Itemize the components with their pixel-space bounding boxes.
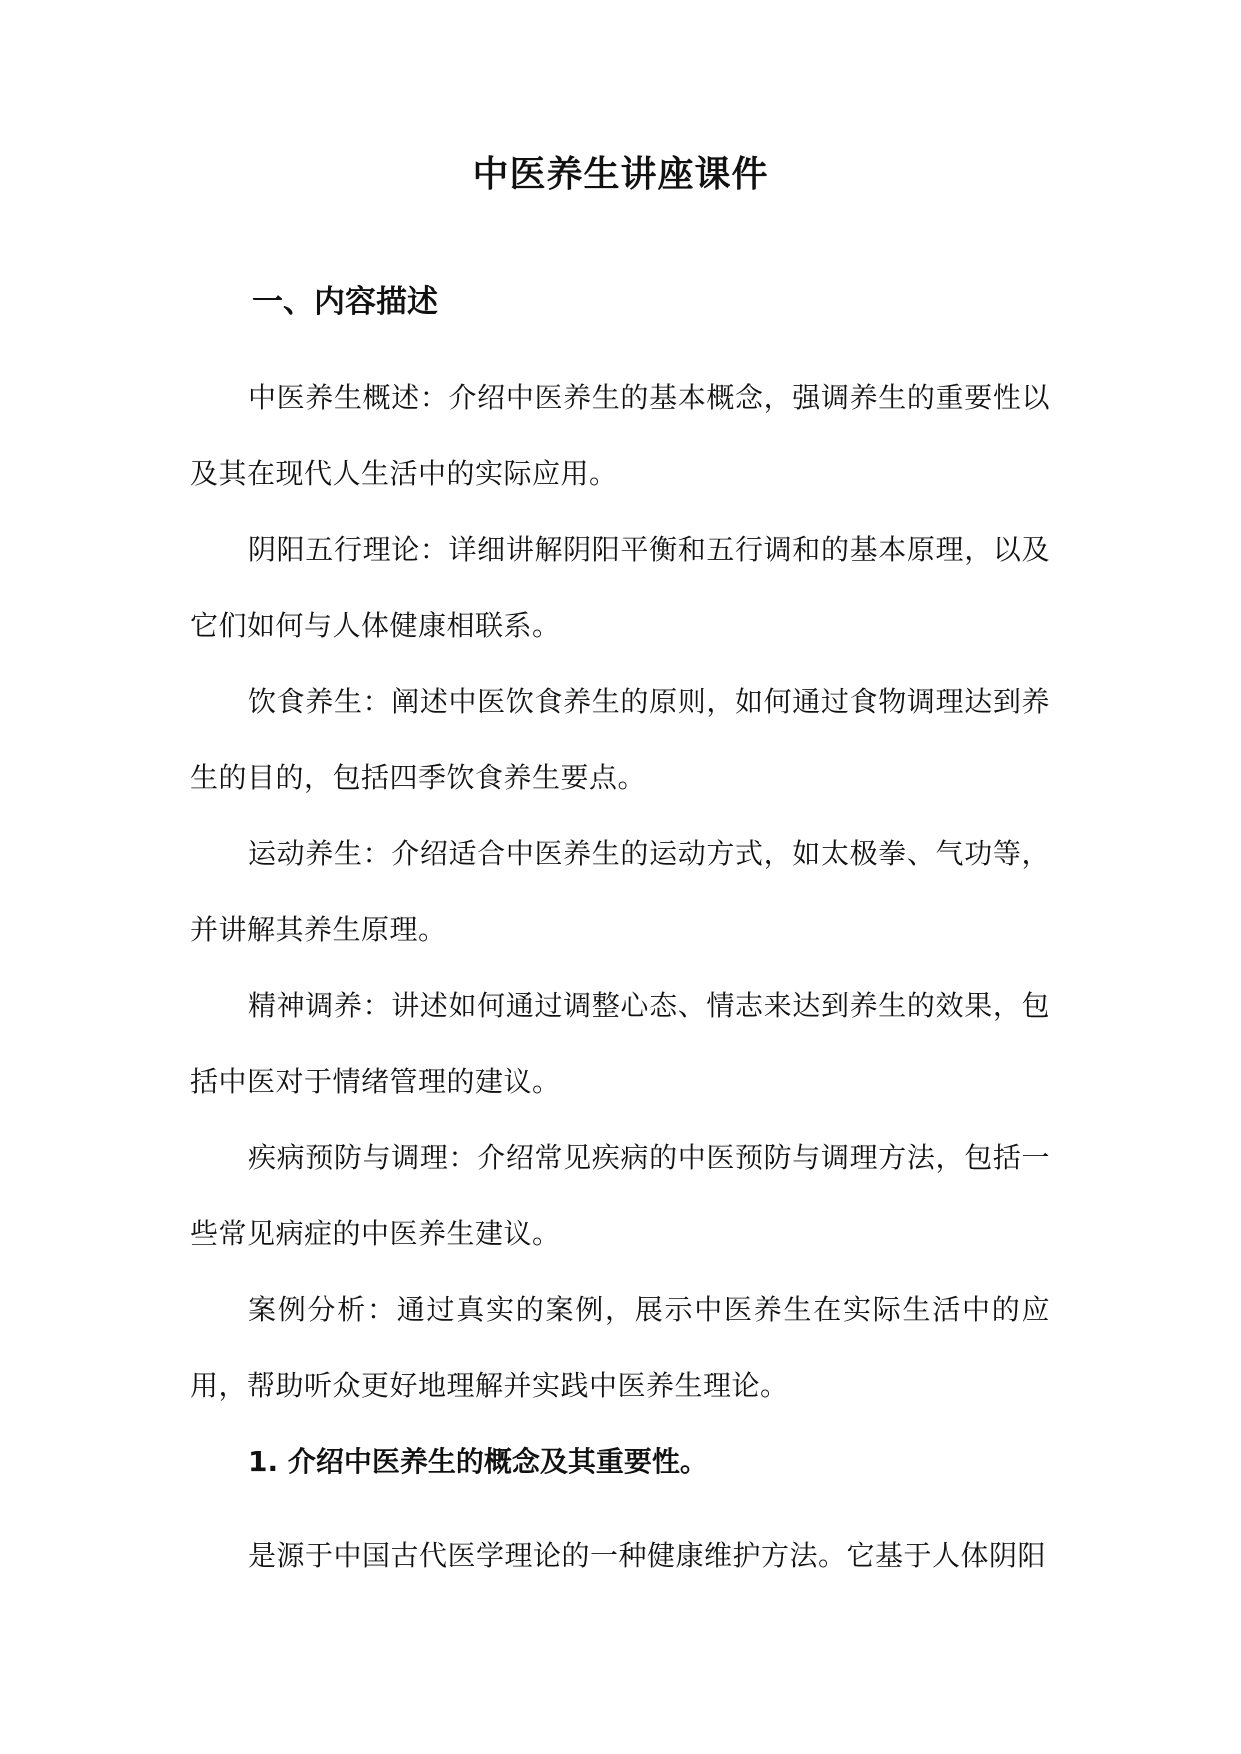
sub-heading: 1. 介绍中医养生的概念及其重要性。 <box>248 1445 708 1478</box>
paragraph-case-study: 案例分析：通过真实的案例，展示中医养生在实际生活中的应用，帮助听众更好地理解并实践中医养生理论。 <box>190 1293 1050 1402</box>
paragraph-overview: 中医养生概述：介绍中医养生的基本概念，强调养生的重要性以及其在现代人生活中的实际应用。 <box>190 381 1050 490</box>
paragraph-exercise: 运动养生：介绍适合中医养生的运动方式，如太极拳、气功等，并讲解其养生原理。 <box>190 837 1050 946</box>
paragraph-disease-prevention: 疾病预防与调理：介绍常见疾病的中医预防与调理方法，包括一些常见病症的中医养生建议。 <box>190 1141 1050 1250</box>
paragraph-diet: 饮食养生：阐述中医饮食养生的原则，如何通过食物调理达到养生的目的，包括四季饮食养生要点。 <box>190 685 1050 794</box>
section-heading: 一、内容描述 <box>252 284 438 320</box>
paragraph-definition: 是源于中国古代医学理论的一种健康维护方法。它基于人体阴阳 <box>248 1539 1047 1572</box>
paragraph-mental: 精神调养：讲述如何通过调整心态、情志来达到养生的效果，包括中医对于情绪管理的建议。 <box>190 989 1050 1098</box>
paragraph-yin-yang: 阴阳五行理论：详细讲解阴阳平衡和五行调和的基本原理，以及它们如何与人体健康相联系。 <box>190 533 1050 642</box>
content-body <box>190 360 1050 1424</box>
document-title: 中医养生讲座课件 <box>472 154 769 195</box>
